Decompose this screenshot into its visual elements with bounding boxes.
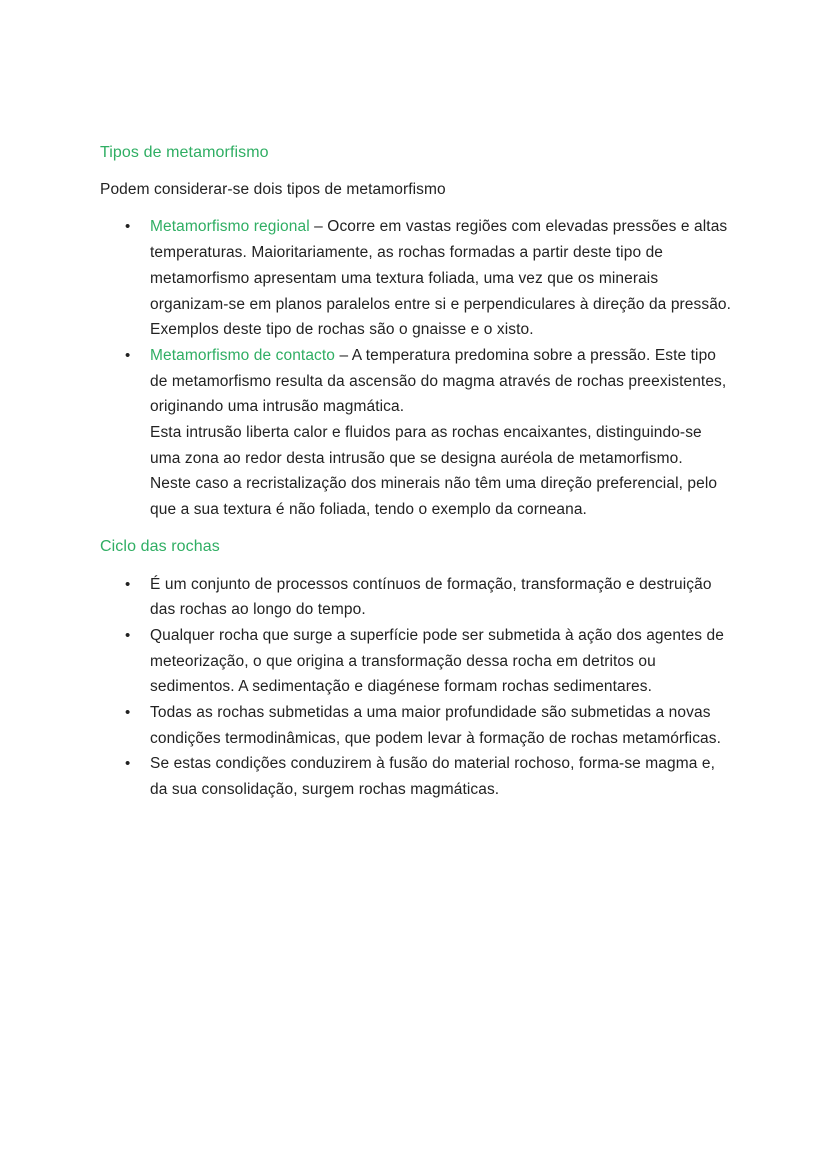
section-heading-tipos-de-metamorfismo: Tipos de metamorfismo	[100, 144, 269, 161]
bullet-icon: •	[125, 575, 131, 593]
list-item-metamorfismo-regional	[100, 214, 736, 343]
section-heading-ciclo-das-rochas: Ciclo das rochas	[100, 537, 220, 555]
bullet-icon: •	[125, 626, 131, 644]
item-continuation-line: Exemplos deste tipo de rochas são o gnaisse e o xisto.	[150, 321, 534, 339]
term-metamorfismo-regional: Metamorfismo regional	[150, 218, 310, 236]
item-text: É um conjunto de processos contínuos de formação, transformação e destruição das rochas ao longo do tempo.	[150, 575, 712, 619]
list-item-condicoes-termodinamicas	[100, 700, 736, 751]
item-text: Todas as rochas submetidas a uma maior profundidade são submetidas a novas condições termodinâmicas, que podem levar à formação de rochas metamórficas.	[150, 704, 722, 747]
item-text: Qualquer rocha que surge a superfície pode ser submetida à ação dos agentes de meteorização, o que origina a transformação dessa rocha em detritos ou sedimentos. A sedimentação e diagénese formam rochas sedimentares.	[150, 626, 724, 696]
item-text: – A temperatura predomina sobre a pressão. Este tipo de metamorfismo resulta da ascensão do magma através de rochas preexistentes, originando uma intrusão magmática.	[150, 346, 727, 416]
list-item-meteorizacao	[100, 623, 736, 700]
document-content	[100, 140, 736, 814]
item-text: – Ocorre em vastas regiões com elevadas pressões e altas temperaturas. Maioritariamente, as rochas formadas a partir deste tipo de metamorfismo apresentam uma textura foliada, uma vez que os minerais organizam-se em planos paralelos entre si e perpendiculares à direção da pressão.	[150, 218, 732, 313]
term-metamorfismo-de-contacto: Metamorfismo de contacto	[150, 346, 336, 364]
item-text: Se estas condições conduzirem à fusão do material rochoso, forma-se magma e, da sua consolidação, surgem rochas magmáticas.	[150, 755, 716, 799]
list-item-fusao-magma	[100, 751, 736, 802]
list-item-metamorfismo-contacto	[100, 343, 736, 523]
bullet-icon: •	[125, 218, 131, 236]
ciclo-das-rochas-list	[100, 572, 736, 803]
metamorfismo-list	[100, 214, 736, 522]
list-item-conjunto-processos	[100, 572, 736, 623]
item-continuation-line: Esta intrusão liberta calor e fluidos para as rochas encaixantes, distinguindo-se uma zona ao redor desta intrusão que se designa auréola de metamorfismo.	[150, 424, 702, 467]
item-continuation-line: Neste caso a recristalização dos minerais não têm uma direção preferencial, pelo que a sua textura é não foliada, tendo o exemplo da corneana.	[150, 475, 718, 519]
bullet-icon: •	[125, 346, 131, 364]
bullet-icon: •	[125, 755, 131, 773]
bullet-icon: •	[125, 704, 131, 722]
intro-paragraph: Podem considerar-se dois tipos de metamorfismo	[100, 180, 446, 198]
